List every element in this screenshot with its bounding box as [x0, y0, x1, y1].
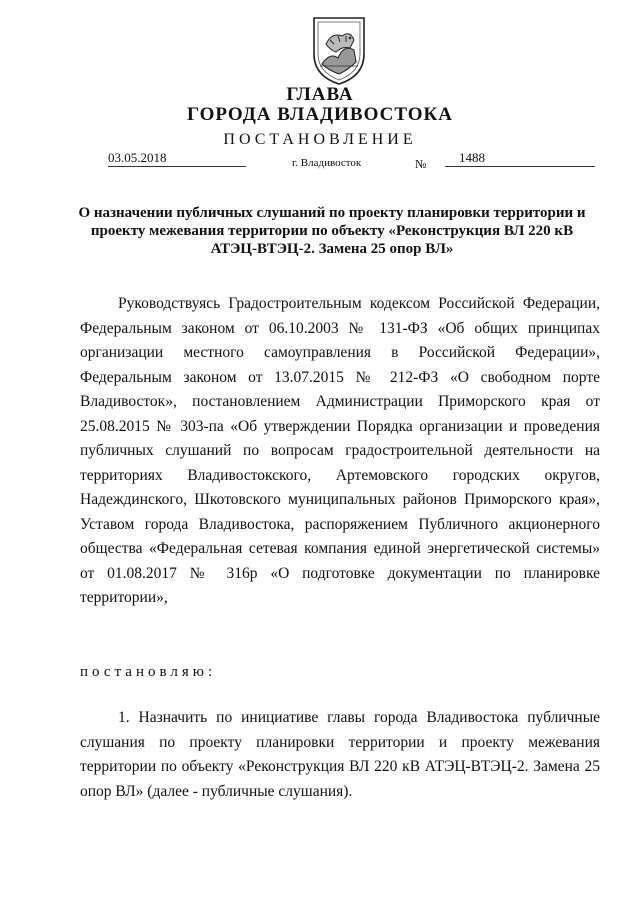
decree-item-1: 1. Назначить по инициативе главы города Владивостока публичные слушания по проекту планировки территории и проекту межевания территории по объекту «Реконструкция ВЛ 220 кВ АТЭЦ-ВТЭЦ-2. Замена 25 опор ВЛ» (далее - публичные слушания).: [80, 709, 600, 800]
document-date: 03.05.2018: [108, 150, 246, 167]
document-number: 1488: [445, 150, 595, 167]
number-label: №: [415, 157, 427, 171]
document-type: ПОСТАНОВЛЕНИЕ: [223, 131, 417, 148]
document-city: г. Владивосток: [292, 157, 362, 169]
decree-word: постановляю:: [80, 664, 217, 680]
preamble-paragraph: Руководствуясь Градостроительным кодексом Российской Федерации, Федеральным законом от 06.10.2003 № 131-ФЗ «Об общих принципах организации местного самоуправления в Российской Федерации», Федеральным законом от 13.07.2015 № 212-ФЗ «О свободном порте Владивосток», постановлением Администрации Приморского края от 25.08.2015 № 303-па «Об утверждении Порядка организации и проведения публичных слушаний по вопросам градостроительной деятельности на территориях Владивостокского, Артемовского городских округов, Надеждинского, Шкотовского муниципальных районов Приморского края», Уставом города Владивостока, распоряжением Публичного акционерного общества «Федеральная сетевая компания единой энергетической системы» от 01.08.2017 № 316р «О подготовке документации по планировке территории»,: [80, 295, 600, 606]
city-coat-of-arms-emblem: [308, 14, 370, 86]
authority-title: ГЛАВА: [286, 84, 354, 105]
document-title: О назначении публичных слушаний по проекту планировки территории и проекту межевания территории по объекту «Реконструкция ВЛ 220 кВ АТЭЦ-ВТЭЦ-2. Замена 25 опор ВЛ»: [78, 205, 586, 257]
authority-city: ГОРОДА ВЛАДИВОСТОКА: [186, 104, 454, 125]
